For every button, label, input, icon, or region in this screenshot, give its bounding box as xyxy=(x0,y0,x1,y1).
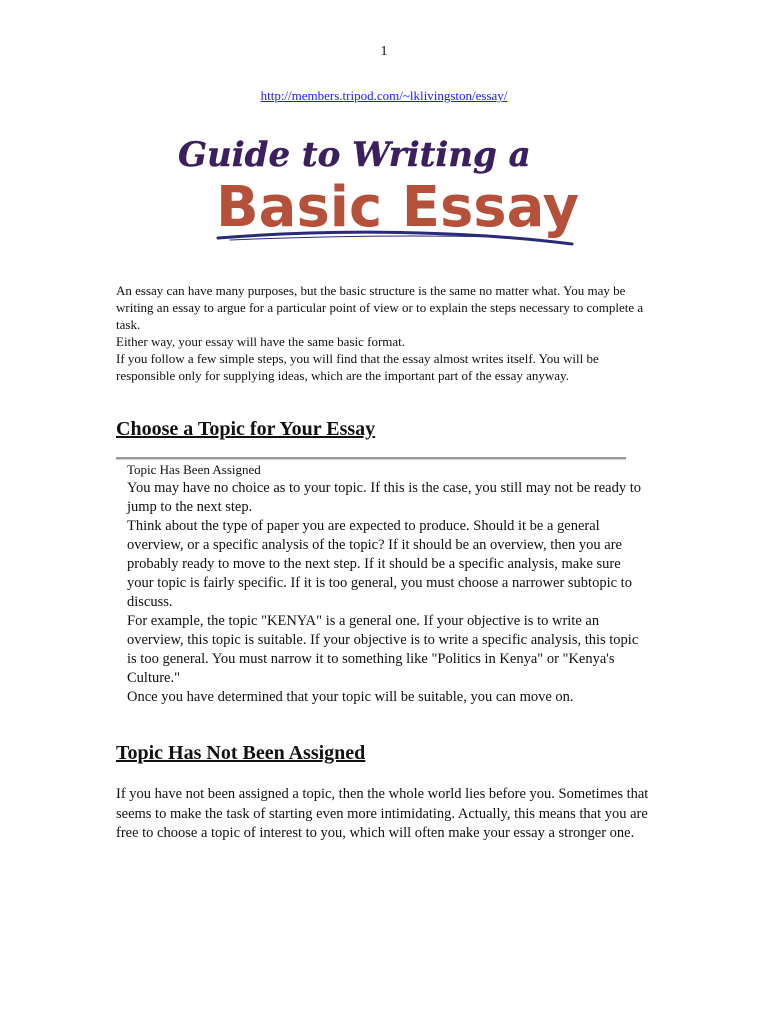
intro-text xyxy=(116,282,656,384)
heading-choose-topic: Choose a Topic for Your Essay xyxy=(116,418,376,440)
intro-paragraph: If you follow a few simple steps, you will find that the essay almost writes itself. You will be responsible only for supplying ideas, which are the important part of the essay anyway. xyxy=(116,351,599,383)
assigned-paragraph: Think about the type of paper you are expected to produce. Should it be a general overview, or a specific analysis of the topic? If it should be an overview, then you are probably ready to move to the next step. If it should be a specific analysis, make sure your topic is fairly specific. If it is too general, you must choose a narrower subtopic to discuss. xyxy=(127,518,632,610)
topic-assigned-section xyxy=(127,461,647,707)
source-url-link[interactable]: http://members.tripod.com/~lklivingston/essay/ xyxy=(260,88,508,103)
subheading-topic-assigned: Topic Has Been Assigned xyxy=(127,462,261,477)
logo-line1: Guide to Writing a xyxy=(178,135,531,175)
assigned-paragraph: You may have no choice as to your topic. If this is the case, you still may not be ready to jump to the next step. xyxy=(127,480,641,515)
section-divider xyxy=(116,457,626,460)
heading-topic-not-assigned: Topic Has Not Been Assigned xyxy=(116,742,366,764)
guide-logo xyxy=(170,120,590,260)
assigned-paragraph: Once you have determined that your topic will be suitable, you can move on. xyxy=(127,689,574,705)
logo-line2: Basic Essay xyxy=(216,175,580,240)
intro-paragraph: Either way, your essay will have the same basic format. xyxy=(116,334,406,349)
intro-paragraph: An essay can have many purposes, but the basic structure is the same no matter what. You may be writing an essay to argue for a particular point of view or to explain the steps necessary to complete a task. xyxy=(116,283,644,332)
assigned-paragraph: For example, the topic "KENYA" is a general one. If your objective is to write an overview, this topic is suitable. If your objective is to write a specific analysis, this topic is too general. You must narrow it to something like "Politics in Kenya" or "Kenya's Culture." xyxy=(127,613,639,686)
page-number: 1 xyxy=(380,44,388,59)
not-assigned-paragraph: If you have not been assigned a topic, then the whole world lies before you. Sometimes that seems to make the task of starting even more intimidating. Actually, this means that you are free to choose a topic of interest to you, which will often make your essay a stronger one. xyxy=(116,786,649,841)
